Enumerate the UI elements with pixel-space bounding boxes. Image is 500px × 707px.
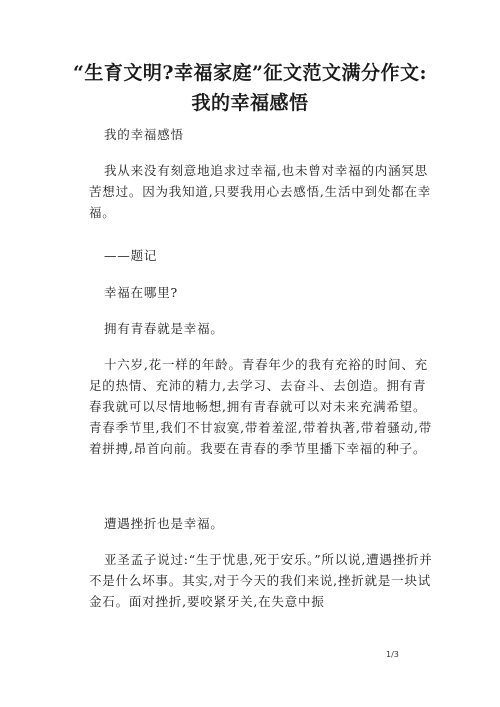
paragraph-text: 我的幸福感悟 xyxy=(104,127,184,142)
title-line-2: 我的幸福感悟 xyxy=(191,92,309,114)
document-title xyxy=(40,58,460,118)
paragraph xyxy=(89,160,434,223)
paragraph xyxy=(104,513,434,534)
paragraph-text: ——题记 xyxy=(104,248,158,263)
page-number: 1/3 xyxy=(386,650,399,659)
paragraph xyxy=(104,318,434,339)
paragraph-text: 亚圣孟子说过:“生于忧患,死于安乐。”所以说,遭遇挫折并不是什么坏事。其实,对于今天的我们来说,挫折就是一块试金石。面对挫折,要咬紧牙关,在失意中振 xyxy=(89,552,433,609)
paragraph xyxy=(104,124,434,145)
title-line-1: “生育文明?幸福家庭”征文范文满分作文: xyxy=(72,62,427,84)
paragraph xyxy=(89,549,434,612)
paragraph xyxy=(89,354,434,459)
paragraph-text: 我从来没有刻意地追求过幸福,也未曾对幸福的内涵冥思苦想过。因为我知道,只要我用心去感悟,生活中到处都在幸福。 xyxy=(89,163,432,220)
paragraph-text: 拥有青春就是幸福。 xyxy=(104,321,224,336)
paragraph-text: 十六岁,花一样的年龄。青春年少的我有充裕的时间、充足的热情、充沛的精力,去学习、去奋斗、去创造。拥有青春我就可以尽情地畅想,拥有青春就可以对未来充满希望。青春季节里,我们不甘寂寞,带着羞涩,带着执著,带着骚动,带着拼搏,昂首向前。我要在青春的季节里播下幸福的种子。 xyxy=(89,357,433,456)
paragraph-text: 遭遇挫折也是幸福。 xyxy=(104,516,224,531)
paragraph-text: 幸福在哪里? xyxy=(104,285,179,300)
paragraph xyxy=(104,245,434,266)
paragraph xyxy=(104,282,434,303)
